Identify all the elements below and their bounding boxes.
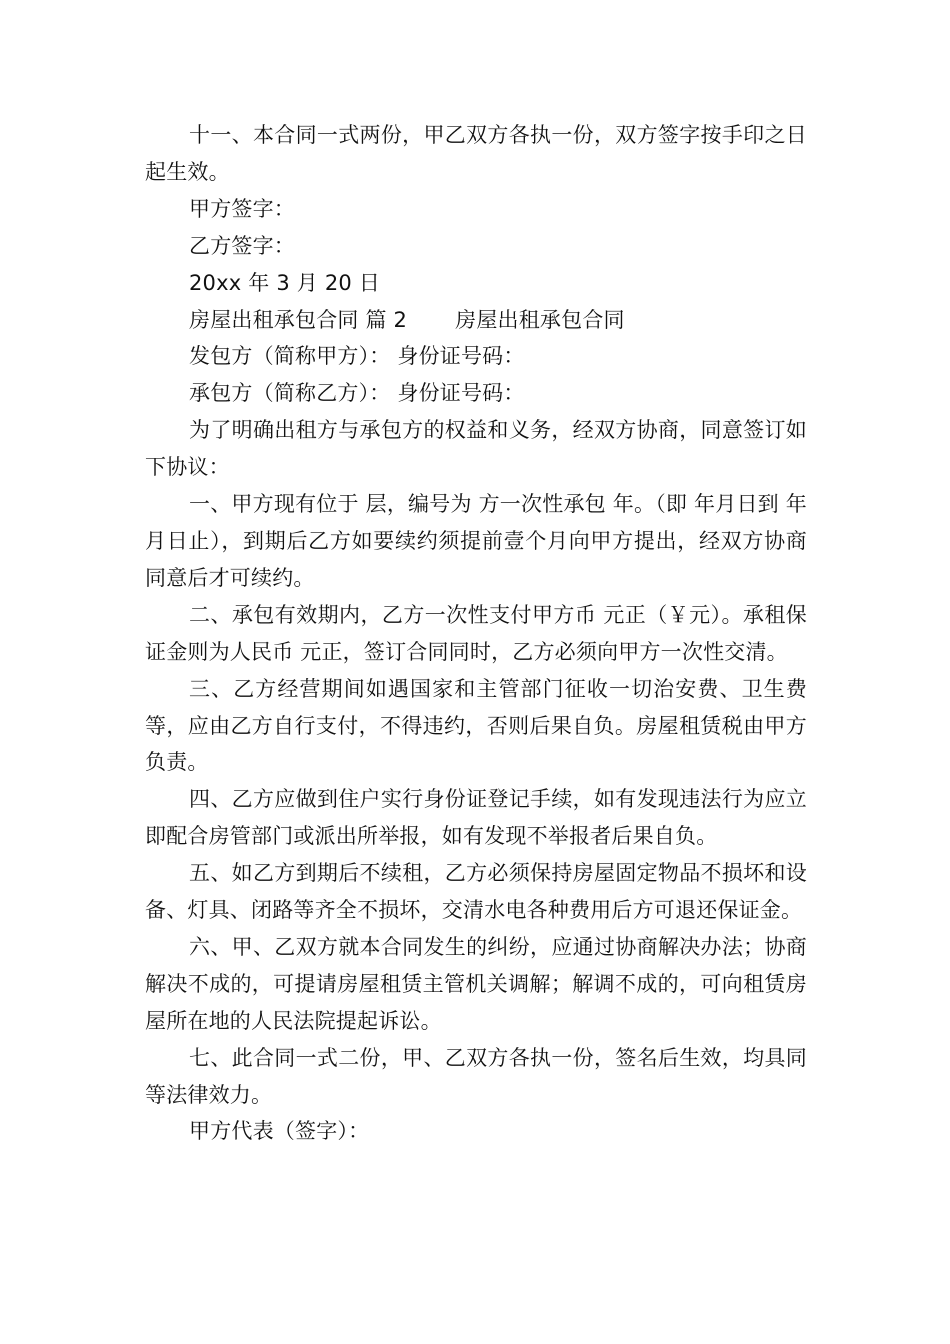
clause-eleven: 十一、本合同一式两份，甲乙双方各执一份，双方签字按手印之日起生效。 [145,123,807,184]
clause-one: 一、甲方现有位于 层，编号为 方一次性承包 年。（即 年月日到 年 月日止），到期后乙方如要续约须提前壹个月向甲方提出，经双方协商同意后才可续约。 [145,492,807,590]
contractor-party-line: 发包方（简称甲方）： 身份证号码： [189,344,525,369]
clause-six: 六、甲、乙双方就本合同发生的纠纷，应通过协商解决办法；协商解决不成的，可提请房屋租赁主管机关调解；解调不成的，可向租赁房屋所在地的人民法院提起诉讼。 [145,934,807,1033]
section-heading-left: 房屋出租承包合同 篇 2 [189,307,408,332]
clause-five: 五、如乙方到期后不续租，乙方必须保持房屋固定物品不损坏和设备、灯具、闭路等齐全不损坏，交清水电各种费用后方可退还保证金。 [145,861,807,923]
section-heading-right: 房屋出租承包合同 [455,307,625,332]
document-body [145,117,807,1150]
date-line: 20xx 年 3 月 20 日 [189,270,381,295]
section-heading-line [145,302,807,339]
clause-two: 二、承包有效期内，乙方一次性支付甲方币 元正（￥元）。承租保证金则为人民币 元正，签订合同同时，乙方必须向甲方一次性交清。 [145,602,807,664]
party-b-signature-line: 乙方签字： [189,233,295,258]
clause-four: 四、乙方应做到住户实行身份证登记手续，如有发现违法行为应立即配合房管部门或派出所举报，如有发现不举报者后果自负。 [145,787,807,849]
clause-three: 三、乙方经营期间如遇国家和主管部门征收一切治安费、卫生费等，应由乙方自行支付，不得违约，否则后果自负。房屋租赁税由甲方负责。 [145,676,807,775]
preamble-paragraph: 为了明确出租方与承包方的权益和义务，经双方协商，同意签订如下协议： [145,418,807,480]
party-a-representative-line: 甲方代表（签字）： [189,1119,370,1144]
contractee-party-line: 承包方（简称乙方）： 身份证号码： [189,381,525,406]
clause-seven: 七、此合同一式二份，甲、乙双方各执一份，签名后生效，均具同等法律效力。 [145,1045,807,1107]
party-a-signature-line: 甲方签字： [189,196,295,221]
